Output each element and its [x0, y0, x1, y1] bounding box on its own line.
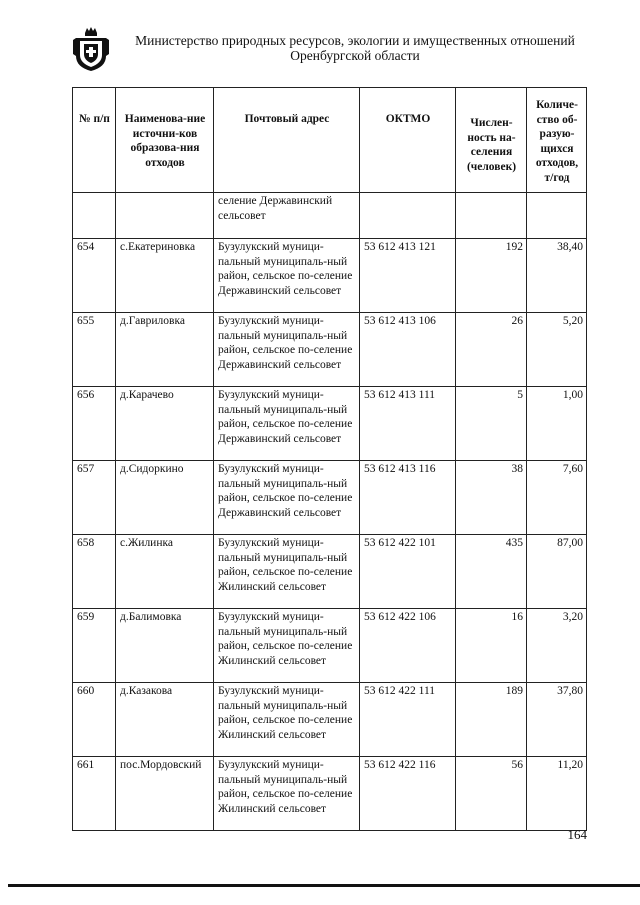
- table-row: [73, 683, 587, 757]
- page-number: 164: [567, 827, 587, 842]
- address-cell: Бузулукский муници-пальный муниципаль-ный район, сельское по-селение Державинский сельсовет: [214, 387, 360, 461]
- name-cell: д.Гавриловка: [116, 313, 214, 387]
- name-cell: с.Жилинка: [116, 535, 214, 609]
- waste-cell: 1,00: [527, 387, 587, 461]
- table-row-continued: [73, 193, 587, 239]
- population-cell: 435: [456, 535, 527, 609]
- oktmo-cell: 53 612 413 106: [360, 313, 456, 387]
- header-population: Числен-ность на-селения (человек): [456, 88, 527, 193]
- number-cell: 661: [73, 757, 116, 831]
- address-cell: Бузулукский муници-пальный муниципаль-ный район, сельское по-селение Жилинский сельсовет: [214, 683, 360, 757]
- waste-cell: 11,20: [527, 757, 587, 831]
- population-cell: 38: [456, 461, 527, 535]
- address-cell: Бузулукский муници-пальный муниципаль-ный район, сельское по-селение Державинский сельсовет: [214, 461, 360, 535]
- number-cell: 656: [73, 387, 116, 461]
- name-cell: д.Казакова: [116, 683, 214, 757]
- waste-cell: 5,20: [527, 313, 587, 387]
- waste-cell: 37,80: [527, 683, 587, 757]
- waste-sources-table: [72, 87, 587, 831]
- table-row: [73, 609, 587, 683]
- population-cell: 192: [456, 239, 527, 313]
- bottom-divider: [8, 884, 640, 887]
- address-cell: Бузулукский муници-пальный муниципаль-ный район, сельское по-селение Жилинский сельсовет: [214, 535, 360, 609]
- header-waste-amount: Количе-ство об-разую-щихся отходов, т/год: [527, 88, 587, 193]
- name-cell: д.Карачево: [116, 387, 214, 461]
- waste-cell: 38,40: [527, 239, 587, 313]
- name-cell: пос.Мордовский: [116, 757, 214, 831]
- header-number: № п/п: [73, 88, 116, 193]
- table-row: [73, 313, 587, 387]
- table-row: [73, 461, 587, 535]
- address-cell: Бузулукский муници-пальный муниципаль-ный район, сельское по-селение Державинский сельсовет: [214, 313, 360, 387]
- oktmo-cell: 53 612 413 116: [360, 461, 456, 535]
- oktmo-cell: 53 612 413 111: [360, 387, 456, 461]
- number-cell: 654: [73, 239, 116, 313]
- name-cell: с.Екатериновка: [116, 239, 214, 313]
- population-cell: 56: [456, 757, 527, 831]
- population-cell: 189: [456, 683, 527, 757]
- document-header: [120, 33, 590, 63]
- oktmo-cell: 53 612 422 111: [360, 683, 456, 757]
- number-cell: 658: [73, 535, 116, 609]
- address-cell: Бузулукский муници-пальный муниципаль-ный район, сельское по-селение Жилинский сельсовет: [214, 609, 360, 683]
- address-cell: селение Державинский сельсовет: [214, 193, 360, 239]
- ministry-name: Министерство природных ресурсов, экологии и имущественных отношений: [135, 33, 575, 48]
- oktmo-cell: 53 612 413 121: [360, 239, 456, 313]
- oktmo-cell: 53 612 422 106: [360, 609, 456, 683]
- address-cell: Бузулукский муници-пальный муниципаль-ный район, сельское по-селение Жилинский сельсовет: [214, 757, 360, 831]
- oktmo-cell: 53 612 422 116: [360, 757, 456, 831]
- table-row: [73, 535, 587, 609]
- name-cell: д.Балимовка: [116, 609, 214, 683]
- table-row: [73, 757, 587, 831]
- emblem-graphic: [72, 26, 110, 72]
- header-postal-address: Почтовый адрес: [214, 88, 360, 193]
- population-cell: 26: [456, 313, 527, 387]
- waste-cell: 3,20: [527, 609, 587, 683]
- header-oktmo: ОКТМО: [360, 88, 456, 193]
- oktmo-cell: 53 612 422 101: [360, 535, 456, 609]
- number-cell: 659: [73, 609, 116, 683]
- address-cell: Бузулукский муници-пальный муниципаль-ный район, сельское по-селение Державинский сельсовет: [214, 239, 360, 313]
- number-cell: 657: [73, 461, 116, 535]
- population-cell: 16: [456, 609, 527, 683]
- table-header-row: [73, 88, 587, 193]
- coat-of-arms-icon: [72, 26, 110, 72]
- waste-cell: 7,60: [527, 461, 587, 535]
- name-cell: д.Сидоркино: [116, 461, 214, 535]
- number-cell: 655: [73, 313, 116, 387]
- waste-cell: 87,00: [527, 535, 587, 609]
- table-row: [73, 239, 587, 313]
- number-cell: 660: [73, 683, 116, 757]
- table-row: [73, 387, 587, 461]
- region-name: Оренбургской области: [290, 48, 420, 63]
- population-cell: 5: [456, 387, 527, 461]
- header-source-name: Наименова-ние источни-ков образова-ния отходов: [116, 88, 214, 193]
